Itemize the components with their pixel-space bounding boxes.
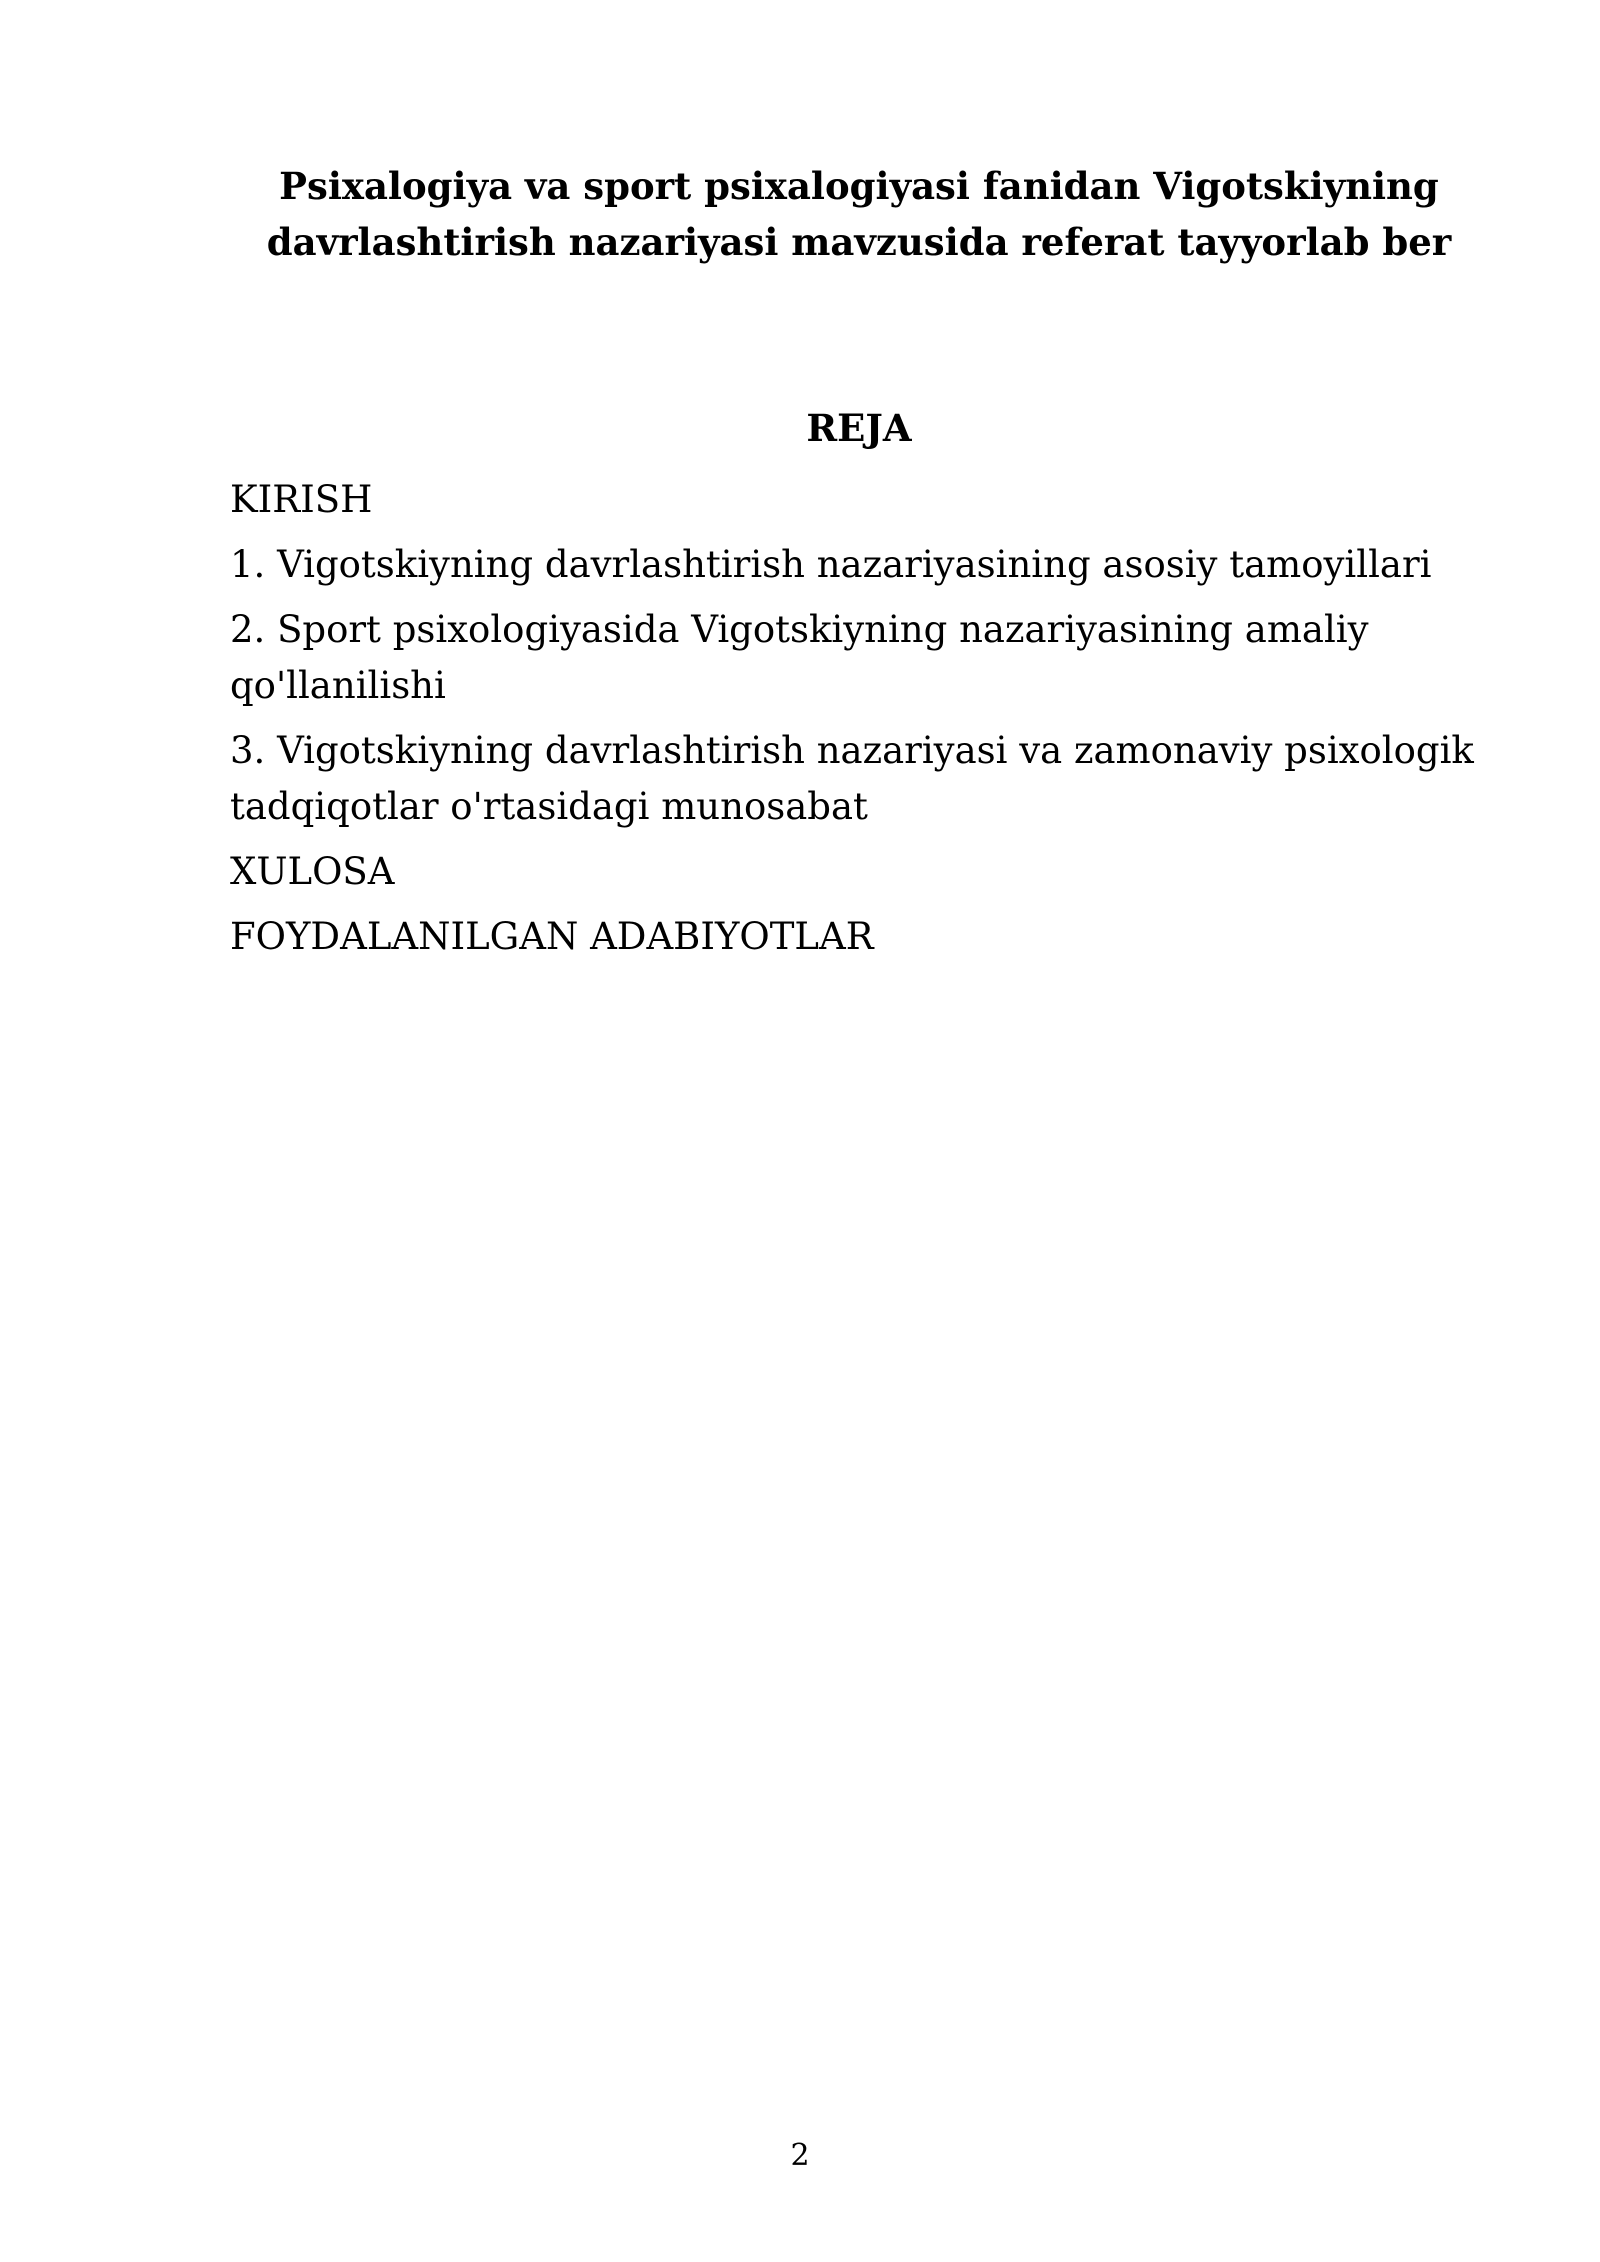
plan-item-conclusion: XULOSA bbox=[230, 850, 395, 893]
plan-list bbox=[230, 472, 1488, 974]
plan-item-3: 3. Vigotskiyning davrlashtirish nazariyasi va zamonaviy psixologik tadqiqotlar o'rtasidagi munosabat bbox=[230, 729, 1474, 828]
page-number: 2 bbox=[790, 2138, 810, 2173]
plan-heading: REJA bbox=[806, 406, 912, 450]
plan-item-2: 2. Sport psixologiyasida Vigotskiyning nazariyasining amaliy qo'llanilishi bbox=[230, 608, 1369, 707]
document-title bbox=[230, 158, 1488, 270]
plan-item-intro: KIRISH bbox=[230, 478, 373, 521]
document-title-line-2: davrlashtirish nazariyasi mavzusida referat tayyorlab ber bbox=[266, 220, 1452, 264]
plan-item-references: FOYDALANILGAN ADABIYOTLAR bbox=[230, 915, 874, 958]
document-title-line-1: Psixalogiya va sport psixalogiyasi fanidan Vigotskiyning bbox=[279, 164, 1439, 208]
plan-item-1: 1. Vigotskiyning davrlashtirish nazariyasining asosiy tamoyillari bbox=[230, 543, 1432, 586]
